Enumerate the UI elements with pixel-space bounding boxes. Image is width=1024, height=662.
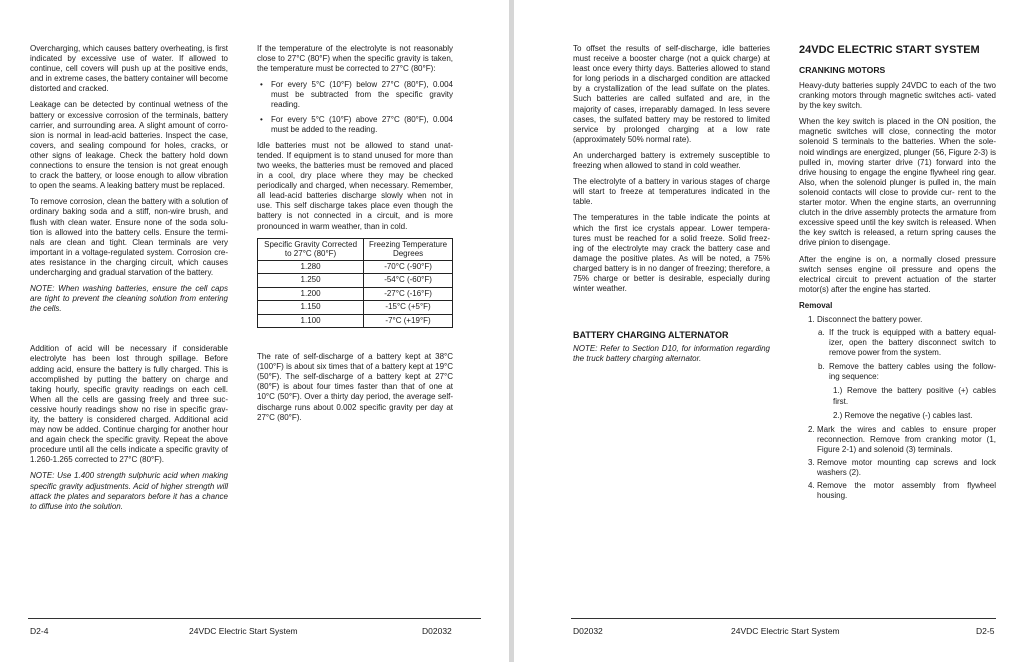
table-cell: -15°C (+5°F) [364, 301, 453, 315]
footer-section-title: 24VDC Electric Start System [189, 626, 298, 636]
table-cell: -7°C (+19°F) [364, 314, 453, 328]
substep-list [817, 328, 996, 421]
footer-rule [571, 618, 996, 619]
cranking-intro-paragraph: Heavy-duty batteries supply 24VDC to each of the two cranking motors through magnetic switches acti- vated by the key switch. [799, 81, 996, 111]
table-header-freezing-temperature: Freezing Temperature Degrees [364, 238, 453, 260]
washing-note: NOTE: When washing batteries, ensure the cell caps are tight to prevent the cleaning solution from entering the cells. [30, 284, 228, 314]
list-item [799, 481, 996, 501]
left-column-2 [257, 44, 453, 429]
sulphuric-acid-note: NOTE: Use 1.400 strength sulphuric acid when making specific gravity adjustments. Acid of higher strength will attack the plates and separators before it has a chance to diffuse into the solution. [30, 471, 228, 511]
right-column-1 [573, 44, 770, 370]
table-row [258, 301, 453, 315]
substep-letter: b. [818, 362, 825, 372]
table-cell: -70°C (-90°F) [364, 260, 453, 274]
self-discharge-rate-paragraph: The rate of self-discharge of a battery kept at 38°C (100°F) is about six times that of a battery kept at 19°C (50°F). The self-discharge of a battery kept at 27°C (80°F) is about four times faster than that of one at 10°C (50°F). Over a thirty day period, the average self-discharge runs about 0.002 specific gravity per day at 27°C (80°F). [257, 352, 453, 422]
left-column-1 [30, 44, 228, 518]
substep-text: Remove the battery cables using the follow- ing sequence: [829, 362, 996, 382]
step-text: Remove motor mounting cap screws and lock washers (2). [817, 458, 996, 478]
table-header-specific-gravity: Specific Gravity Corrected to 27°C (80°F) [258, 238, 364, 260]
table-cell: 1.150 [258, 301, 364, 315]
removal-heading: Removal [799, 300, 833, 310]
table-cell: -54°C (-60°F) [364, 274, 453, 288]
self-discharge-offset-paragraph: To offset the results of self-discharge, idle batteries must receive a booster charge (not a quick charge) at least once every thirty days. Batteries allowed to stand for long periods in a discharged condition are attacked by a crystallization of the lead sulfate on the plates. Such batteries are called sulfated and are, in the majority of cases, irreparably damaged. In less severe cases, the sulfated battery may be restored to limited service by prolonged charging at a low rate (approximately 50% normal rate). [573, 44, 770, 144]
alternator-note: NOTE: Refer to Section D10, for information regarding the truck battery charging alternator. [573, 344, 770, 364]
left-page [0, 0, 509, 662]
table-row [258, 287, 453, 301]
step-number: 3. [808, 458, 815, 467]
idle-batteries-paragraph: Idle batteries must not be allowed to stand unat- tended. If equipment is to stand unused for more than two weeks, the batteries must be removed and placed in a cool, dry place where they may be checked periodically and charged, when necessary. Remember, all lead-acid batteries discharge slowly when not in use. This self discharge takes place even though the battery is not connected in a circuit, and is more pronounced in warm weather, than in cold. [257, 140, 453, 231]
step-number: 1. [808, 314, 815, 324]
ice-crystals-paragraph: The temperatures in the table indicate the points at which the first ice crystals appear. Lower tempera- tures must be reached for a solid freeze. Solid freez- ing of the electrolyte may crack the battery case and damage the positive plates. As will be noted, a 75% charged battery is in no danger of freezing; therefore, a 75% charge or better is desirable, especially during winter weather. [573, 213, 770, 294]
table-cell: 1.250 [258, 274, 364, 288]
specific-gravity-table [257, 238, 453, 329]
key-switch-paragraph: When the key switch is placed in the ON position, the magnetic switches will close, connecting the motor solenoid S terminals to the batteries. When the sole- noid windings are energized, plunger (56, Figure 2-3) is pulled in, moving starter drive (71) forward into the drive housing to engage the engine flywheel ring gear. Also, when the solenoid plunger is pulled in, the main solenoid contacts will close to provide cur- rent to the starter motor. When the engine starts, an overrunning clutch in the drive assembly protects the armature from excessive speed until the key switch is released. When the key switch is released, a return spring causes the drive pinion to disengage. [799, 117, 996, 248]
substep-letter: a. [818, 327, 825, 337]
list-item [799, 315, 996, 421]
list-item [817, 362, 996, 420]
temperature-correction-paragraph: If the temperature of the electrolyte is not reasonably close to 27°C (80°F) when the specific gravity is taken, the temperature must be corrected to 27°C (80°F): [257, 44, 453, 74]
table-row [258, 260, 453, 274]
step-number: 2. [808, 424, 815, 434]
step-text: Mark the wires and cables to ensure proper reconnection. Remove from cranking motor (1, Figure 2-1) and solenoid (3) terminals. [817, 424, 996, 454]
document-code: D02032 [573, 626, 603, 636]
electrolyte-freeze-paragraph: The electrolyte of a battery in various stages of charge will start to freeze at temperatures indicated in the table. [573, 177, 770, 207]
bullet-item: • For every 5°C (10°F) above 27°C (80°F), 0.004 must be added to the reading. [257, 115, 453, 135]
table-header-row [258, 238, 453, 260]
page-number: D2-4 [30, 626, 49, 636]
table-cell: 1.100 [258, 314, 364, 328]
correction-bullet-list [257, 80, 453, 134]
overcharging-paragraph: Overcharging, which causes battery overheating, is first indicated by excessive use of water. If allowed to continue, cell covers will push up at the positive ends, and in extreme cases, the battery container will become distorted and cracked. [30, 44, 228, 94]
list-item [799, 425, 996, 455]
acid-addition-paragraph: Addition of acid will be necessary if considerable electrolyte has been lost through spillage. Before adding acid, ensure the battery is fully charged. This is accomplished by putting the battery on charge and taking hourly, specific gravity readings on each cell. When all the cells are gassing freely and three suc- cessive hourly readings show no rise in specific grav- ity, the battery is considered charged. Additional acid may now be added. Continue charging for another hour and again check the specific gravity. Repeat the above procedure until all the cells indicate a specific gravity of 1.260-1.265 corrected to 27°C (80°F). [30, 344, 228, 465]
pressure-switch-paragraph: After the engine is on, a normally closed pressure switch senses engine oil pressure and opens the electrical circuit to prevent actuation of the starter motor(s) after the engine has started. [799, 254, 996, 294]
table-cell: -27°C (-16°F) [364, 287, 453, 301]
removal-steps-list [799, 315, 996, 502]
step-text: Disconnect the battery power. [817, 314, 923, 324]
table-row [258, 274, 453, 288]
table-cell: 1.280 [258, 260, 364, 274]
cable-sequence-list [829, 386, 996, 420]
alternator-heading: BATTERY CHARGING ALTERNATOR [573, 330, 729, 341]
table-row [258, 314, 453, 328]
bullet-item: • For every 5°C (10°F) below 27°C (80°F), 0.004 must be subtracted from the specific gravity reading. [257, 80, 453, 110]
table-cell: 1.200 [258, 287, 364, 301]
section-title: 24VDC ELECTRIC START SYSTEM [799, 44, 980, 56]
list-item: 1.) Remove the battery positive (+) cables first. [833, 386, 996, 406]
step-number: 4. [808, 481, 815, 491]
substep-text: If the truck is equipped with a battery equal- izer, open the battery disconnect switch to remove power from the system. [829, 327, 996, 358]
right-column-2 [799, 44, 996, 504]
footer-rule [28, 618, 481, 619]
list-item [799, 458, 996, 478]
corrosion-paragraph: To remove corrosion, clean the battery with a solution of ordinary baking soda and a stiff, non-wire brush, and flush with clean water. Ensure none of the soda solu- tion is allowed into the battery cells. Ensure the termi- nals are clean and tight. Clean terminals are very important in a voltage-regulated system. Corrosion cre- ates resistance in the charging circuit, which causes undercharging and gradual starvation of the battery. [30, 197, 228, 277]
page-number: D2-5 [976, 626, 995, 636]
document-code: D02032 [422, 626, 452, 636]
list-item [817, 328, 996, 358]
cranking-motors-heading: CRANKING MOTORS [799, 65, 886, 75]
undercharged-paragraph: An undercharged battery is extremely susceptible to freezing when allowed to stand in cold weather. [573, 150, 770, 171]
footer-section-title: 24VDC Electric Start System [731, 626, 840, 636]
list-item: 2.) Remove the negative (-) cables last. [833, 410, 973, 420]
step-text: Remove the motor assembly from flywheel housing. [817, 481, 996, 501]
leakage-paragraph: Leakage can be detected by continual wetness of the battery or excessive corrosion of the terminals, battery carrier, and surrounding area. A slight amount of corro- sion is normal in lead-acid batteries. Inspect the case, covers, and sealing compound for holes, cracks, or other signs of leakage. Check the battery hold down connections to ensure the tension is not great enough to crack the battery, or loose enough to allow vibration to open the seams. A leaking battery must be replaced. [30, 100, 228, 191]
